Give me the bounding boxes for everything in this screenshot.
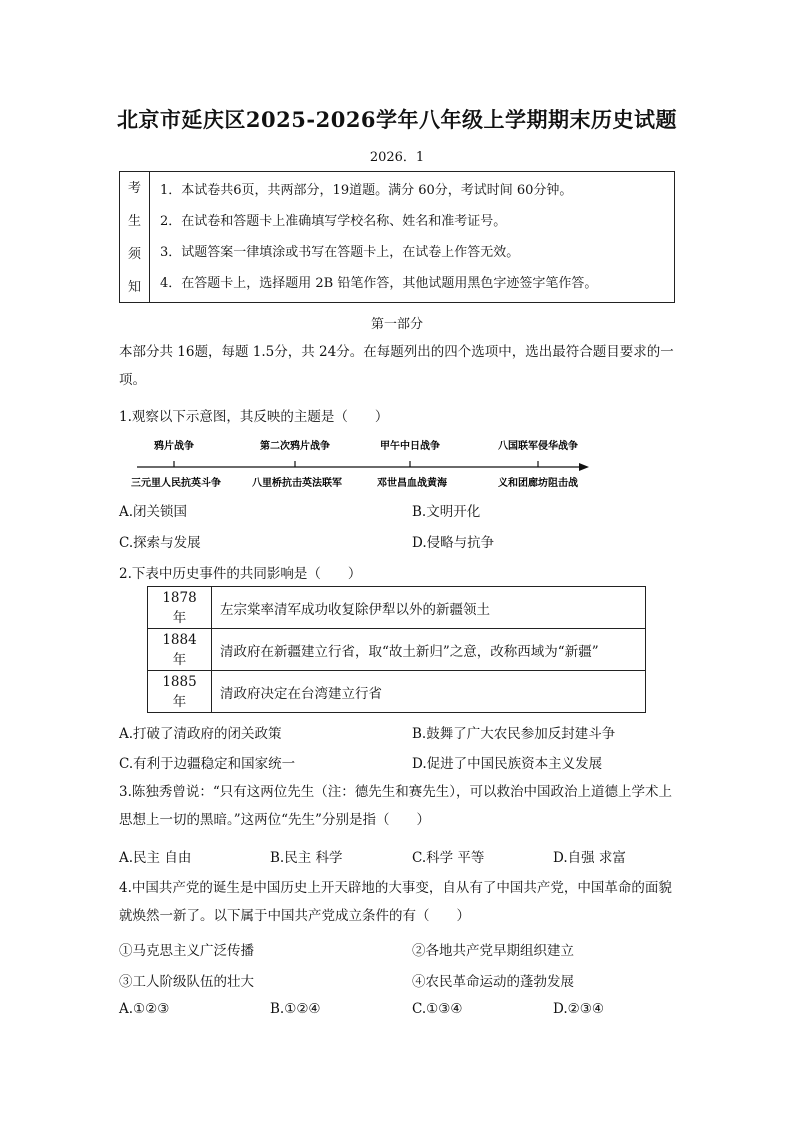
exam-date: 2026．1 xyxy=(369,150,425,165)
q1-stem: 1.观察以下示意图，其反映的主题是（ ） xyxy=(119,409,389,425)
notice-rule: 3．试题答案一律填涂或书写在答题卡上，在试卷上作答无效。 xyxy=(160,245,520,260)
q2-stem: 2.下表中历史事件的共同影响是（ ） xyxy=(119,566,362,582)
q1-option-b[interactable]: B.文明开化 xyxy=(412,504,481,520)
q1-timeline-diagram xyxy=(119,434,599,494)
timeline-event-war: 八国联军侵华战争 xyxy=(498,441,578,452)
q4-option-b[interactable]: B.①②④ xyxy=(270,1001,321,1017)
q2-option-b[interactable]: B.鼓舞了广大农民参加反封建斗争 xyxy=(412,726,616,742)
timeline-event-war: 第二次鸦片战争 xyxy=(260,441,330,452)
q3-option-c[interactable]: C.科学 平等 xyxy=(412,850,485,866)
q3-stem: 3.陈独秀曾说：“只有这两位先生（注：德先生和赛先生），可以救治中国政治上道德上学术上思想上一切的黑暗。”这两位“先生”分别是指（ ） xyxy=(119,784,673,828)
table-cell-event: 左宗棠率清军成功收复除伊犁以外的新疆领土 xyxy=(212,587,646,629)
notice-side-char: 考 xyxy=(127,181,141,196)
q1-option-a[interactable]: A.闭关锁国 xyxy=(119,504,188,520)
table-cell-year: 1878 年 xyxy=(148,587,212,629)
candidate-notice-box xyxy=(119,171,675,303)
timeline-event-resistance: 邓世昌血战黄海 xyxy=(377,478,447,489)
q2-option-d[interactable]: D.促进了中国民族资本主义发展 xyxy=(412,756,603,772)
notice-rule: 2．在试卷和答题卡上准确填写学校名称、姓名和准考证号。 xyxy=(160,214,507,229)
timeline-event-war: 鸦片战争 xyxy=(154,441,194,452)
q4-option-c[interactable]: C.①③④ xyxy=(412,1001,463,1017)
q1-option-c[interactable]: C.探索与发展 xyxy=(119,535,201,551)
table-cell-year: 1884 年 xyxy=(148,629,212,671)
q3-option-d[interactable]: D.自强 求富 xyxy=(553,850,626,866)
q4-option-a[interactable]: A.①②③ xyxy=(119,1001,170,1017)
q4-item-3: ③工人阶级队伍的壮大 xyxy=(119,974,254,990)
table-row xyxy=(148,629,646,671)
table-row xyxy=(148,587,646,629)
timeline-event-resistance: 三元里人民抗英斗争 xyxy=(131,478,221,489)
q2-option-a[interactable]: A.打破了清政府的闭关政策 xyxy=(119,726,282,742)
table-cell-year: 1885 年 xyxy=(148,671,212,713)
page-title: 北京市延庆区2025-2026学年八年级上学期期末历史试题 xyxy=(116,107,678,132)
table-cell-event: 清政府决定在台湾建立行省 xyxy=(212,671,646,713)
q2-option-c[interactable]: C.有利于边疆稳定和国家统一 xyxy=(119,756,296,772)
q4-stem: 4.中国共产党的诞生是中国历史上开天辟地的大事变，自从有了中国共产党，中国革命的面貌就焕然一新了。以下属于中国共产党成立条件的有（ ） xyxy=(119,880,672,924)
q4-item-4: ④农民革命运动的蓬勃发展 xyxy=(412,974,574,990)
q4-item-1: ①马克思主义广泛传播 xyxy=(119,943,254,959)
notice-side-char: 须 xyxy=(127,247,141,262)
q4-option-d[interactable]: D.②③④ xyxy=(553,1001,604,1017)
table-row xyxy=(148,671,646,713)
notice-side-char: 知 xyxy=(127,280,141,295)
timeline-event-war: 甲午中日战争 xyxy=(380,441,440,452)
table-cell-event: 清政府在新疆建立行省，取“故土新归”之意，改称西域为“新疆” xyxy=(212,629,646,671)
section-intro: 本部分共 16题，每题 1.5分，共 24分。在每题列出的四个选项中，选出最符合题目要求的一项。 xyxy=(119,344,674,388)
q4-item-2: ②各地共产党早期组织建立 xyxy=(412,943,574,959)
q3-option-a[interactable]: A.民主 自由 xyxy=(119,850,192,866)
notice-side-label xyxy=(120,172,150,302)
notice-side-char: 生 xyxy=(127,214,141,229)
section-title: 第一部分 xyxy=(370,317,423,332)
timeline-event-resistance: 义和团廊坊阻击战 xyxy=(498,478,578,489)
notice-rules xyxy=(160,172,668,299)
q3-option-b[interactable]: B.民主 科学 xyxy=(270,850,343,866)
timeline-event-resistance: 八里桥抗击英法联军 xyxy=(252,478,342,489)
timeline-arrow xyxy=(579,463,589,471)
notice-rule: 4．在答题卡上，选择题用 2B 铅笔作答，其他试题用黑色字迹签字笔作答。 xyxy=(160,276,598,291)
notice-rule: 1．本试卷共6页，共两部分，19道题。满分 60分，考试时间 60分钟。 xyxy=(160,183,573,198)
q1-option-d[interactable]: D.侵略与抗争 xyxy=(412,535,495,551)
q2-event-table xyxy=(147,586,646,713)
